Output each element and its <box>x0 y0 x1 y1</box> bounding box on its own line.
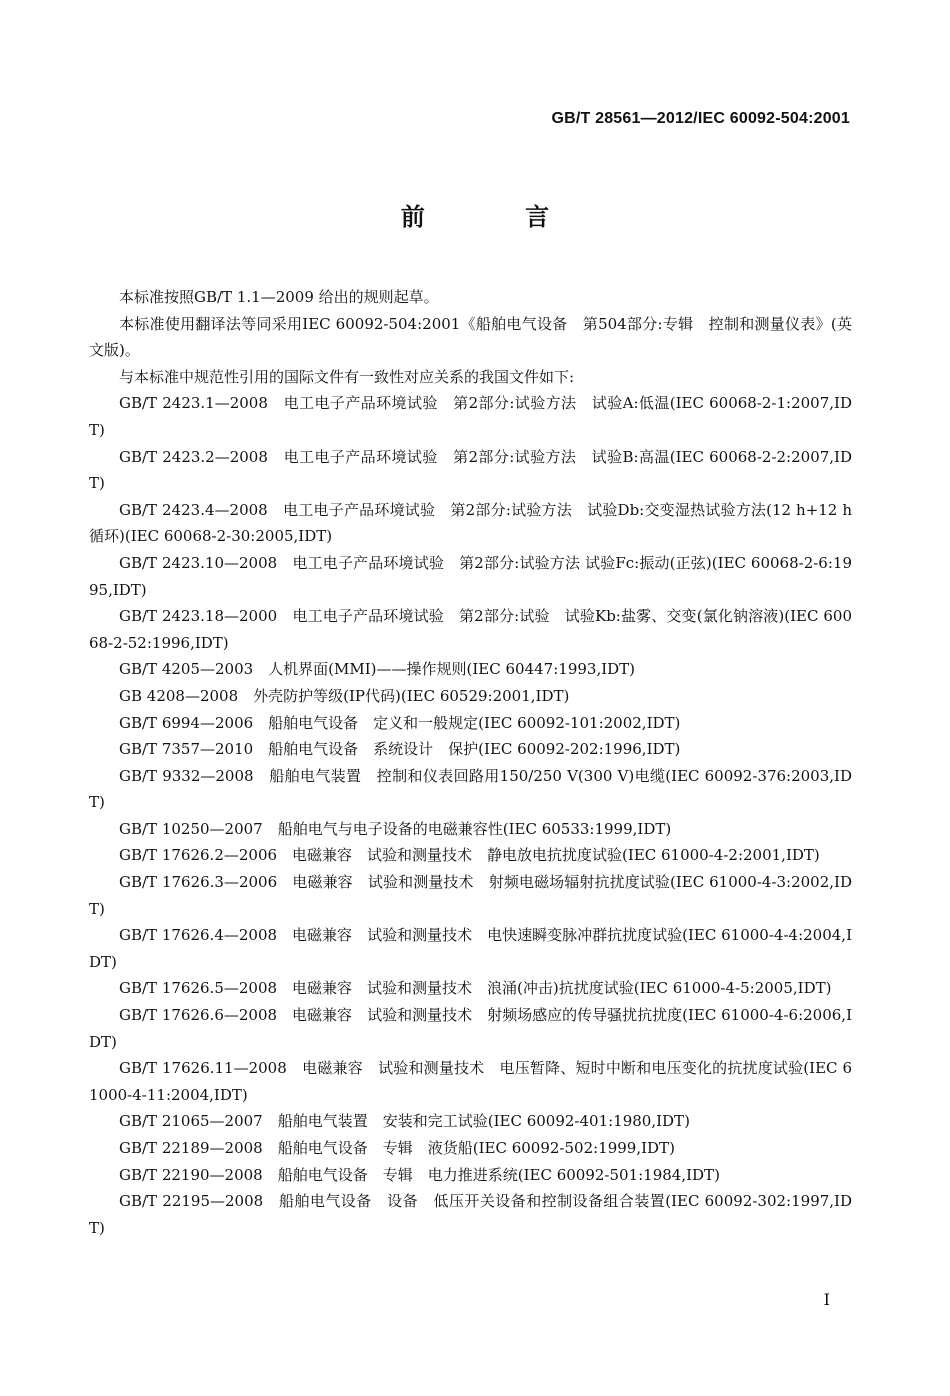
preface-body <box>89 284 852 1241</box>
reference-entry: GB/T 2423.1—2008 电工电子产品环境试验 第2部分:试验方法 试验A:低温(IEC 60068-2-1:2007,IDT) <box>89 394 852 439</box>
reference-entry: GB/T 17626.3—2006 电磁兼容 试验和测量技术 射频电磁场辐射抗扰度试验(IEC 61000-4-3:2002,IDT) <box>89 873 852 918</box>
reference-entry: GB/T 21065—2007 船舶电气装置 安装和完工试验(IEC 60092-401:1980,IDT) <box>119 1112 690 1131</box>
reference-entry: GB/T 2423.2—2008 电工电子产品环境试验 第2部分:试验方法 试验B:高温(IEC 60068-2-2:2007,IDT) <box>89 447 852 493</box>
reference-entry: GB/T 17626.11—2008 电磁兼容 试验和测量技术 电压暂降、短时中断和电压变化的抗扰度试验(IEC 61000-4-11:2004,IDT) <box>89 1059 852 1104</box>
page-title: 前 言 <box>400 202 596 231</box>
reference-entry: GB/T 4205—2003 人机界面(MMI)——操作规则(IEC 60447:1993,IDT) <box>119 660 636 679</box>
reference-entry: GB/T 17626.6—2008 电磁兼容 试验和测量技术 射频场感应的传导骚扰抗扰度(IEC 61000-4-6:2006,IDT) <box>89 1006 852 1051</box>
reference-entry: GB 4208—2008 外壳防护等级(IP代码)(IEC 60529:2001,IDT) <box>119 686 570 705</box>
reference-entry: GB/T 17626.2—2006 电磁兼容 试验和测量技术 静电放电抗扰度试验(IEC 61000-4-2:2001,IDT) <box>119 846 820 865</box>
reference-entry: GB/T 17626.4—2008 电磁兼容 试验和测量技术 电快速瞬变脉冲群抗扰度试验(IEC 61000-4-4:2004,IDT) <box>89 926 852 971</box>
reference-entry: GB/T 6994—2006 船舶电气设备 定义和一般规定(IEC 60092-101:2002,IDT) <box>119 713 681 732</box>
reference-entry: GB/T 22195—2008 船舶电气设备 设备 低压开关设备和控制设备组合装置(IEC 60092-302:1997,IDT) <box>89 1192 852 1237</box>
reference-entry: GB/T 2423.18—2000 电工电子产品环境试验 第2部分:试验 试验Kb:盐雾、交变(氯化钠溶液)(IEC 60068-2-52:1996,IDT) <box>89 607 852 652</box>
reference-entry: GB/T 17626.5—2008 电磁兼容 试验和测量技术 浪涌(冲击)抗扰度试验(IEC 61000-4-5:2005,IDT) <box>119 979 832 998</box>
reference-entry: GB/T 22189—2008 船舶电气设备 专辑 液货船(IEC 60092-502:1999,IDT) <box>119 1139 675 1157</box>
reference-entry: GB/T 2423.4—2008 电工电子产品环境试验 第2部分:试验方法 试验Db:交变湿热试验方法(12 h+12 h循环)(IEC 60068-2-30:2005,IDT) <box>89 500 852 546</box>
paragraph: 与本标准中规范性引用的国际文件有一致性对应关系的我国文件如下: <box>119 367 575 386</box>
reference-entry: GB/T 22190—2008 船舶电气设备 专辑 电力推进系统(IEC 60092-501:1984,IDT) <box>119 1165 720 1184</box>
paragraph: 本标准按照GB/T 1.1—2009 给出的规则起草。 <box>119 288 439 306</box>
standard-number-header: GB/T 28561—2012/IEC 60092-504:2001 <box>551 110 850 127</box>
paragraph: 本标准使用翻译法等同采用IEC 60092-504:2001《船舶电气设备 第504部分:专辑 控制和测量仪表》(英文版)。 <box>89 314 852 360</box>
reference-entry: GB/T 7357—2010 船舶电气设备 系统设计 保护(IEC 60092-202:1996,IDT) <box>119 740 681 759</box>
reference-entry: GB/T 2423.10—2008 电工电子产品环境试验 第2部分:试验方法 试验Fc:振动(正弦)(IEC 60068-2-6:1995,IDT) <box>89 553 852 599</box>
reference-entry: GB/T 10250—2007 船舶电气与电子设备的电磁兼容性(IEC 60533:1999,IDT) <box>119 819 672 838</box>
reference-entry: GB/T 9332—2008 船舶电气装置 控制和仪表回路用150/250 V(300 V)电缆(IEC 60092-376:2003,IDT) <box>89 766 852 812</box>
page-number: I <box>823 1290 830 1309</box>
